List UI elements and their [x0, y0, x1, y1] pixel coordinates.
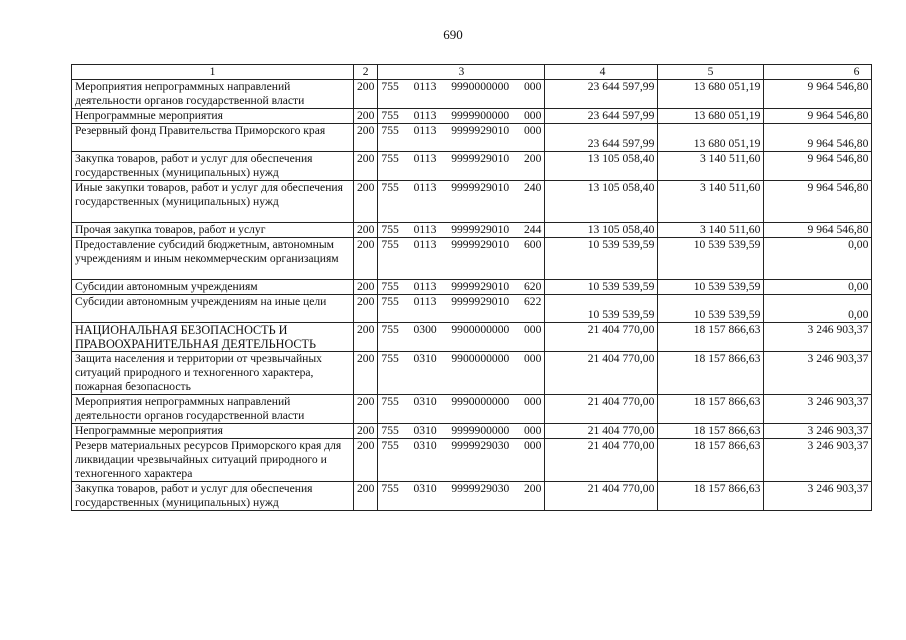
code-part-c3d: 200: [524, 482, 542, 495]
col6-value: 9 964 546,80: [764, 152, 872, 181]
col6-value: 0,00: [764, 238, 872, 280]
header-row: [72, 65, 872, 80]
col4-value: 13 105 058,40: [545, 152, 658, 181]
code-part-c3c: 9999929010: [451, 124, 510, 137]
table-row: [72, 352, 872, 395]
code-part-c3b: 0310: [413, 439, 437, 452]
col3-code: [378, 439, 545, 482]
code-part-c3a: 755: [381, 424, 399, 437]
code-part-c3c: 9999929010: [451, 238, 510, 251]
code-part-c3a: 755: [381, 482, 399, 495]
col2-code: 200: [354, 395, 378, 424]
code-part-c3b: 0113: [413, 280, 437, 293]
col3-code: [378, 223, 545, 238]
code-part-c3d: 622: [524, 295, 542, 308]
table-row: [72, 152, 872, 181]
col6-value: 9 964 546,80: [764, 181, 872, 223]
page-number: 690: [443, 27, 463, 42]
code-part-c3a: 755: [381, 124, 399, 137]
col6-value: 0,00: [764, 280, 872, 295]
code-part-c3c: 9900000000: [451, 323, 510, 336]
code-part-c3d: 000: [524, 109, 542, 122]
table-row: [72, 323, 872, 352]
col4-value: 23 644 597,99: [545, 124, 658, 152]
col6-value: 3 246 903,37: [764, 395, 872, 424]
code-part-c3a: 755: [381, 80, 399, 93]
code-part-c3b: 0310: [413, 482, 437, 495]
code-part-c3a: 755: [381, 280, 399, 293]
code-part-c3a: 755: [381, 352, 399, 365]
col3-code: [378, 295, 545, 323]
col4-value: 21 404 770,00: [545, 395, 658, 424]
col5-value: 18 157 866,63: [658, 424, 764, 439]
col3-code: [378, 181, 545, 223]
code-part-c3d: 000: [524, 395, 542, 408]
row-name: Резервный фонд Правительства Приморского края: [72, 124, 354, 152]
table-row: [72, 181, 872, 223]
row-name: Защита населения и территории от чрезвычайных ситуаций природного и техногенного характера, пожарная безопасность: [72, 352, 354, 395]
code-part-c3c: 9999900000: [451, 424, 510, 437]
row-name: Субсидии автономным учреждениям на иные цели: [72, 295, 354, 323]
table-row: [72, 424, 872, 439]
column-header-5: 5: [658, 65, 764, 80]
row-name: Предоставление субсидий бюджетным, автономным учреждениям и иным некоммерческим организациям: [72, 238, 354, 280]
code-part-c3c: 9999900000: [451, 109, 510, 122]
code-part-c3b: 0113: [413, 223, 437, 236]
code-part-c3c: 9999929010: [451, 152, 510, 165]
col6-value: 3 246 903,37: [764, 439, 872, 482]
col5-value: 3 140 511,60: [658, 223, 764, 238]
code-part-c3d: 000: [524, 124, 542, 137]
row-name: Мероприятия непрограммных направлений деятельности органов государственной власти: [72, 80, 354, 109]
code-part-c3a: 755: [381, 223, 399, 236]
col4-value: 21 404 770,00: [545, 424, 658, 439]
table-row: [72, 124, 872, 152]
col5-value: 3 140 511,60: [658, 152, 764, 181]
code-part-c3b: 0113: [413, 295, 437, 308]
code-part-c3c: 9999929030: [451, 439, 510, 452]
table-row: [72, 280, 872, 295]
col2-code: 200: [354, 352, 378, 395]
row-name: НАЦИОНАЛЬНАЯ БЕЗОПАСНОСТЬ И ПРАВООХРАНИТЕЛЬНАЯ ДЕЯТЕЛЬНОСТЬ: [72, 323, 354, 352]
code-part-c3d: 000: [524, 439, 542, 452]
col2-code: 200: [354, 439, 378, 482]
col4-value: 13 105 058,40: [545, 223, 658, 238]
col2-code: 200: [354, 80, 378, 109]
col2-code: 200: [354, 181, 378, 223]
col3-code: [378, 424, 545, 439]
col3-code: [378, 323, 545, 352]
code-part-c3c: 9990000000: [451, 395, 510, 408]
code-part-c3a: 755: [381, 323, 399, 336]
col4-value: 13 105 058,40: [545, 181, 658, 223]
code-part-c3b: 0310: [413, 352, 437, 365]
col4-value: 21 404 770,00: [545, 482, 658, 511]
code-part-c3d: 244: [524, 223, 542, 236]
col5-value: 10 539 539,59: [658, 238, 764, 280]
col4-value: 10 539 539,59: [545, 238, 658, 280]
col6-value: 9 964 546,80: [764, 80, 872, 109]
col3-code: [378, 152, 545, 181]
code-part-c3d: 200: [524, 152, 542, 165]
col3-code: [378, 238, 545, 280]
code-part-c3c: 9999929010: [451, 295, 510, 308]
code-part-c3d: 000: [524, 352, 542, 365]
col2-code: 200: [354, 109, 378, 124]
col6-value: 9 964 546,80: [764, 223, 872, 238]
col5-value: 18 157 866,63: [658, 323, 764, 352]
col2-code: 200: [354, 424, 378, 439]
code-part-c3a: 755: [381, 238, 399, 251]
code-part-c3d: 000: [524, 323, 542, 336]
code-part-c3d: 240: [524, 181, 542, 194]
code-part-c3d: 620: [524, 280, 542, 293]
column-header-6: 6: [764, 65, 872, 80]
col6-value: 3 246 903,37: [764, 424, 872, 439]
code-part-c3c: 9900000000: [451, 352, 510, 365]
code-part-c3a: 755: [381, 295, 399, 308]
col3-code: [378, 395, 545, 424]
row-name: Резерв материальных ресурсов Приморского края для ликвидации чрезвычайных ситуаций природного и техногенного характера: [72, 439, 354, 482]
col5-value: 13 680 051,19: [658, 124, 764, 152]
code-part-c3c: 9999929030: [451, 482, 510, 495]
table-row: [72, 223, 872, 238]
col2-code: 200: [354, 152, 378, 181]
col2-code: 200: [354, 280, 378, 295]
col5-value: 10 539 539,59: [658, 280, 764, 295]
row-name: Непрограммные мероприятия: [72, 424, 354, 439]
table-row: [72, 439, 872, 482]
code-part-c3b: 0113: [413, 109, 437, 122]
col5-value: 18 157 866,63: [658, 439, 764, 482]
table-row: [72, 482, 872, 511]
code-part-c3a: 755: [381, 395, 399, 408]
col6-value: 9 964 546,80: [764, 109, 872, 124]
budget-table: [71, 64, 872, 511]
table-row: [72, 238, 872, 280]
code-part-c3d: 000: [524, 80, 542, 93]
col5-value: 18 157 866,63: [658, 482, 764, 511]
col4-value: 21 404 770,00: [545, 323, 658, 352]
col6-value: 0,00: [764, 295, 872, 323]
code-part-c3c: 9999929010: [451, 223, 510, 236]
col3-code: [378, 124, 545, 152]
code-part-c3b: 0113: [413, 181, 437, 194]
col2-code: 200: [354, 223, 378, 238]
column-header-1: 1: [72, 65, 354, 80]
column-header-4: 4: [545, 65, 658, 80]
col5-value: 13 680 051,19: [658, 109, 764, 124]
col3-code: [378, 352, 545, 395]
table-row: [72, 80, 872, 109]
code-part-c3b: 0113: [413, 238, 437, 251]
code-part-c3b: 0113: [413, 152, 437, 165]
column-header-3: 3: [378, 65, 545, 80]
row-name: Прочая закупка товаров, работ и услуг: [72, 223, 354, 238]
code-part-c3b: 0310: [413, 424, 437, 437]
col4-value: 10 539 539,59: [545, 295, 658, 323]
code-part-c3b: 0310: [413, 395, 437, 408]
col6-value: 3 246 903,37: [764, 482, 872, 511]
col4-value: 10 539 539,59: [545, 280, 658, 295]
col6-value: 9 964 546,80: [764, 124, 872, 152]
col6-value: 3 246 903,37: [764, 352, 872, 395]
col3-code: [378, 109, 545, 124]
row-name: Непрограммные мероприятия: [72, 109, 354, 124]
table-row: [72, 109, 872, 124]
col4-value: 21 404 770,00: [545, 352, 658, 395]
row-name: Мероприятия непрограммных направлений деятельности органов государственной власти: [72, 395, 354, 424]
row-name: Субсидии автономным учреждениям: [72, 280, 354, 295]
code-part-c3c: 9999929010: [451, 181, 510, 194]
code-part-c3a: 755: [381, 152, 399, 165]
code-part-c3d: 600: [524, 238, 542, 251]
row-name: Закупка товаров, работ и услуг для обеспечения государственных (муниципальных) нужд: [72, 152, 354, 181]
code-part-c3a: 755: [381, 109, 399, 122]
code-part-c3b: 0300: [413, 323, 437, 336]
col2-code: 200: [354, 124, 378, 152]
col3-code: [378, 80, 545, 109]
code-part-c3b: 0113: [413, 124, 437, 137]
col5-value: 18 157 866,63: [658, 352, 764, 395]
col4-value: 23 644 597,99: [545, 109, 658, 124]
code-part-c3b: 0113: [413, 80, 437, 93]
col2-code: 200: [354, 323, 378, 352]
table-row: [72, 395, 872, 424]
col5-value: 13 680 051,19: [658, 80, 764, 109]
col6-value: 3 246 903,37: [764, 323, 872, 352]
col4-value: 23 644 597,99: [545, 80, 658, 109]
col3-code: [378, 482, 545, 511]
col2-code: 200: [354, 482, 378, 511]
column-header-2: 2: [354, 65, 378, 80]
table-row: [72, 295, 872, 323]
col4-value: 21 404 770,00: [545, 439, 658, 482]
col5-value: 18 157 866,63: [658, 395, 764, 424]
col2-code: 200: [354, 238, 378, 280]
row-name: Закупка товаров, работ и услуг для обеспечения государственных (муниципальных) нужд: [72, 482, 354, 511]
col2-code: 200: [354, 295, 378, 323]
col5-value: 3 140 511,60: [658, 181, 764, 223]
code-part-c3a: 755: [381, 439, 399, 452]
row-name: Иные закупки товаров, работ и услуг для обеспечения государственных (муниципальных) нужд: [72, 181, 354, 223]
code-part-c3d: 000: [524, 424, 542, 437]
code-part-c3a: 755: [381, 181, 399, 194]
col5-value: 10 539 539,59: [658, 295, 764, 323]
col3-code: [378, 280, 545, 295]
code-part-c3c: 9999929010: [451, 280, 510, 293]
code-part-c3c: 9990000000: [451, 80, 510, 93]
